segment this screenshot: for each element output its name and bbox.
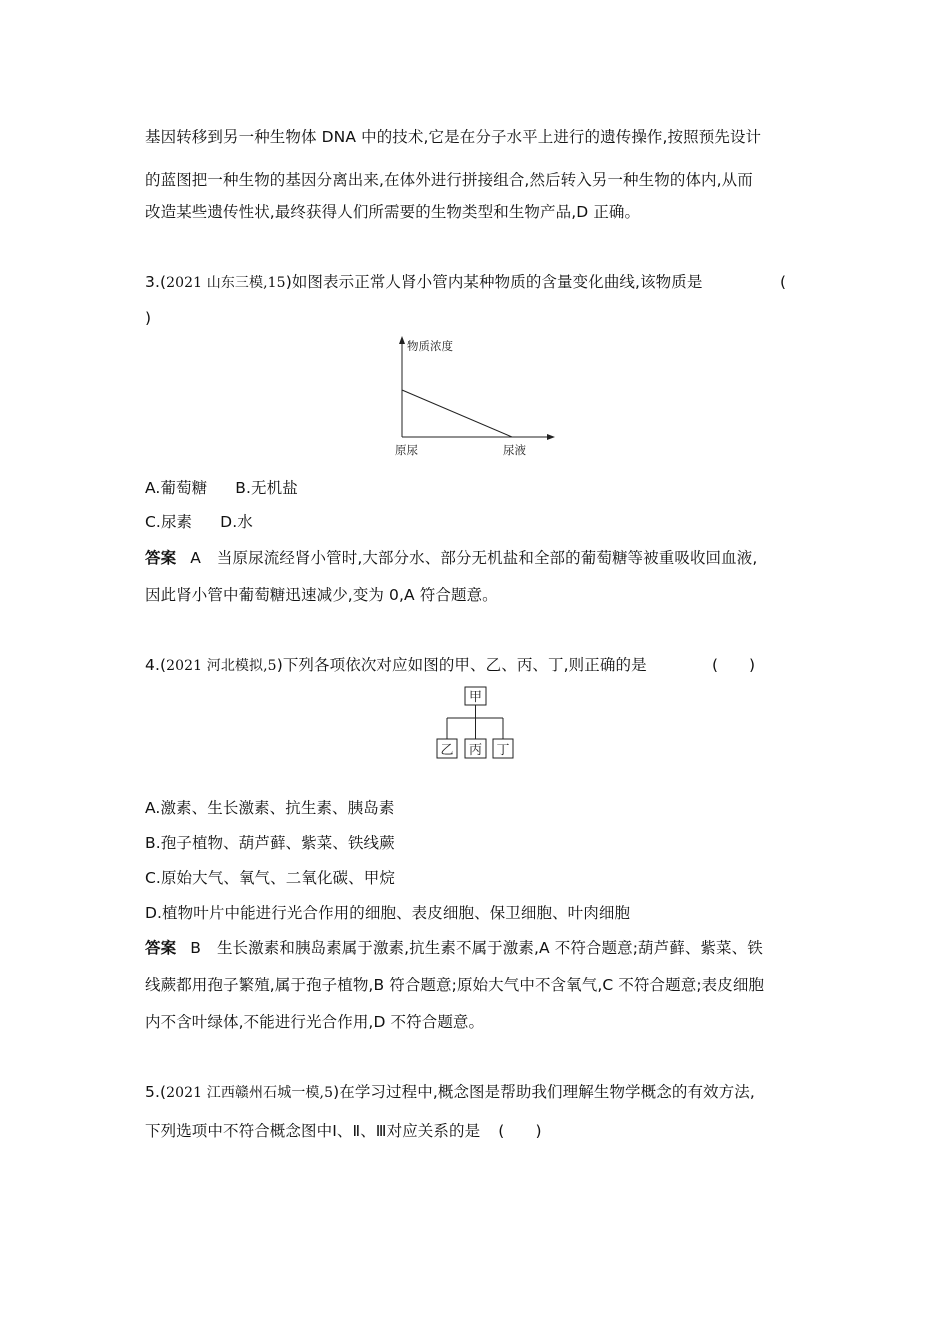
q3-bracket-open: ( xyxy=(780,273,787,291)
x-start-label: 原尿 xyxy=(395,443,418,457)
intro-line-2: 的蓝图把一种生物的基因分离出来,在体外进行拼接组合,然后转入另一种生物的体内,从而 xyxy=(145,171,753,189)
q4-stem: 4.(2021 河北模拟,5)下列各项依次对应如图的甲、乙、丙、丁,则正确的是 xyxy=(145,656,647,674)
x-axis-arrow xyxy=(547,434,555,440)
concentration-curve xyxy=(402,390,512,437)
tree-node-child-1-label: 乙 xyxy=(440,743,454,758)
q5-source: 2021 江西赣州石城一模,5 xyxy=(166,1085,334,1101)
answer-label: 答案 xyxy=(145,939,177,957)
q4-answer-line-1: 答案 B 生长激素和胰岛素属于激素,抗生素不属于激素,A 不符合题意;葫芦藓、紫菜、铁 xyxy=(145,939,763,957)
answer-letter: A xyxy=(190,549,201,567)
answer-label: 答案 xyxy=(145,549,177,567)
tree-node-child-2-label: 丙 xyxy=(468,743,483,758)
answer-letter: B xyxy=(190,939,201,957)
q5-stem-line-1: 5.(2021 江西赣州石城一模,5)在学习过程中,概念图是帮助我们理解生物学概念的有效方法, xyxy=(145,1083,755,1101)
tree-node-root-label: 甲 xyxy=(468,690,483,705)
intro-line-3: 改造某些遗传性状,最终获得人们所需要的生物类型和生物产品,D 正确。 xyxy=(145,203,641,221)
q4-option-b: B.孢子植物、葫芦藓、紫菜、铁线蕨 xyxy=(145,834,395,852)
y-axis-arrow xyxy=(399,336,405,344)
y-axis-label: 物质浓度 xyxy=(407,339,453,353)
q3-options-ab xyxy=(145,478,298,498)
x-end-label: 尿液 xyxy=(503,443,526,457)
q3-answer-line-2: 因此肾小管中葡萄糖迅速减少,变为 0,A 符合题意。 xyxy=(145,586,498,604)
q3-concentration-graph xyxy=(390,335,570,465)
q3-answer-line-1: 答案 A 当原尿流经肾小管时,大部分水、部分无机盐和全部的葡萄糖等被重吸收回血液, xyxy=(145,549,758,567)
q4-option-c: C.原始大气、氧气、二氧化碳、甲烷 xyxy=(145,869,395,887)
q3-option-b: B.无机盐 xyxy=(235,479,298,497)
q3-options-cd xyxy=(145,512,253,532)
q3-bracket-close: ) xyxy=(145,309,152,327)
q4-answer-line-3: 内不含叶绿体,不能进行光合作用,D 不符合题意。 xyxy=(145,1013,485,1031)
q3-option-a: A.葡萄糖 xyxy=(145,479,208,497)
q3-option-d: D.水 xyxy=(220,513,253,531)
q4-tree-diagram xyxy=(434,686,534,766)
q3-option-c: C.尿素 xyxy=(145,513,193,531)
q5-stem-line-2: 下列选项中不符合概念图中Ⅰ、Ⅱ、Ⅲ对应关系的是 ( ) xyxy=(145,1122,542,1140)
q3-source: 2021 山东三模,15 xyxy=(166,275,286,291)
q3-stem: 3.(2021 山东三模,15)如图表示正常人肾小管内某种物质的含量变化曲线,该物质是 xyxy=(145,273,703,291)
intro-line-1: 基因转移到另一种生物体 DNA 中的技术,它是在分子水平上进行的遗传操作,按照预先设计 xyxy=(145,128,762,146)
q4-option-d: D.植物叶片中能进行光合作用的细胞、表皮细胞、保卫细胞、叶肉细胞 xyxy=(145,904,631,922)
q4-source: 2021 河北模拟,5 xyxy=(166,658,277,674)
q4-option-a: A.激素、生长激素、抗生素、胰岛素 xyxy=(145,799,395,817)
q4-answer-line-2: 线蕨都用孢子繁殖,属于孢子植物,B 符合题意;原始大气中不含氧气,C 不符合题意;表皮细胞 xyxy=(145,976,765,994)
q4-bracket: ( ) xyxy=(712,656,756,674)
tree-node-child-3-label: 丁 xyxy=(496,743,510,758)
q5-bracket: ( ) xyxy=(498,1122,542,1140)
